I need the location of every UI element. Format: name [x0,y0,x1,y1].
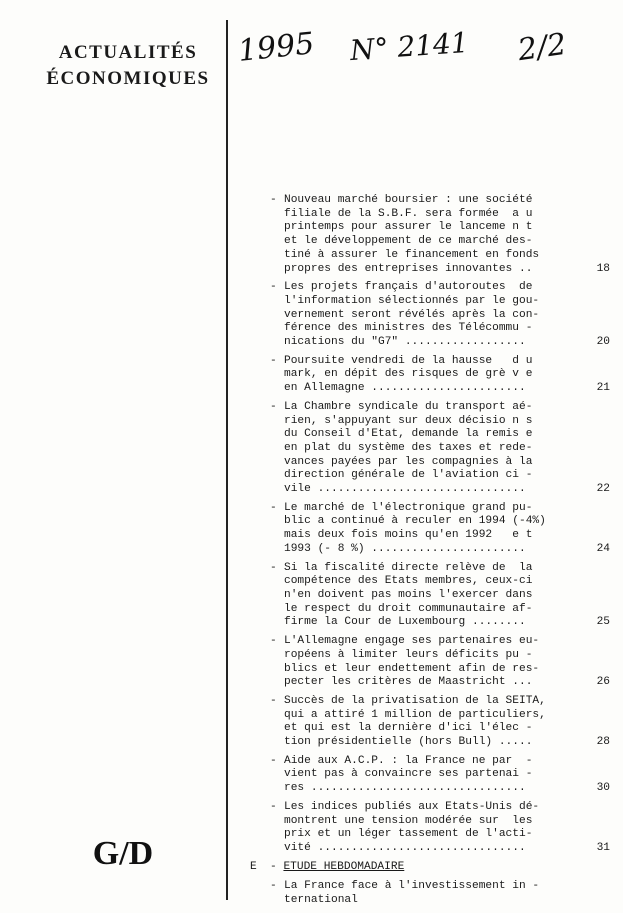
entry-line: 1993 (- 8 %) ....................... [284,542,526,555]
entry-dash: - [270,880,277,893]
vertical-rule [226,20,228,900]
entry-line: nications du "G7" .................. [284,336,526,349]
masthead [38,40,218,92]
entry-page-number: 25 [596,616,610,629]
entry-line: compétence des Etats membres, ceux-ci [284,575,533,588]
toc-entry [270,502,610,557]
entry-line: le respect du droit communautaire af- [284,602,533,615]
entry-line: Les indices publiés aux Etats-Unis dé- [284,800,540,813]
entry-dash: - [270,694,277,707]
entry-line: vité ............................... [284,841,526,854]
toc-entry [270,801,610,856]
entry-page-number: 30 [596,782,610,795]
entry-page-number: 24 [596,542,610,555]
entry-line: montrent une tension modérée sur les [284,814,533,827]
entry-line: res ................................ [284,782,526,795]
toc-entry [270,695,610,750]
entry-line: en plat du système des taxes et rede- [284,441,533,454]
entry-dash: - [270,281,277,294]
handwritten-issue-number: N° 2141 [348,25,470,68]
entry-dash: - [270,501,277,514]
entry-line: filiale de la S.B.F. sera formée a u [284,207,533,220]
entry-line: Si la fiscalité directe relève de la [284,561,533,574]
entry-dash: - [270,754,277,767]
entry-line: en Allemagne ....................... [284,382,526,395]
entry-line: pecter les critères de Maastricht ... [284,676,533,689]
entry-line: tion présidentielle (hors Bull) ..... [284,736,533,749]
toc-entry [270,355,610,396]
entry-line: vient pas à convaincre ses partenai - [284,768,533,781]
entry-line: mark, en dépit des risques de grè v e [284,368,533,381]
toc-entry [270,281,610,350]
entry-line: n'en doivent pas moins l'exercer dans [284,588,533,601]
toc-entry-last [270,880,610,907]
entry-line: vances payées par les compagnies à la [284,455,533,468]
entry-line: Le marché de l'électronique grand pu- [284,501,533,514]
entry-line: L'Allemagne engage ses partenaires eu- [284,635,540,648]
entry-dash: - [270,194,277,206]
entry-line: Succès de la privatisation de la SEITA, [284,694,546,707]
gd-logo [74,830,172,874]
entry-line: ternational [284,894,358,907]
entry-line: propres des entreprises innovantes .. [284,262,533,275]
section-heading: ETUDE HEBDOMADAIRE [283,860,405,873]
entry-line: rien, s'appuyant sur deux décisio n s [284,414,533,427]
entry-line: ropéens à limiter leurs déficits pu - [284,648,533,661]
entry-dash: - [270,635,277,648]
entry-line: du Conseil d'Etat, demande la remis e [284,428,533,441]
entry-line: Aide aux A.C.P. : la France ne par - [284,754,533,767]
entry-line: l'information sélectionnés par le gou- [284,294,540,307]
entry-line: prix et un léger tassement de l'acti- [284,828,533,841]
entry-line: férence des ministres des Télécommu - [284,322,533,335]
entry-line: Les projets français d'autoroutes de [284,281,533,294]
entry-line: La Chambre syndicale du transport aé- [284,400,533,413]
toc-entry [270,755,610,796]
entry-line: printemps pour assurer le lanceme n t [284,221,533,234]
masthead-line-2: ÉCONOMIQUES [46,68,210,89]
handwritten-year: 1995 [236,26,316,69]
entry-line: vernement seront révélés après la con- [284,308,540,321]
entry-line: mais deux fois moins qu'en 1992 e t [284,529,533,542]
entry-page-number: 22 [596,483,610,496]
entry-page-number: 26 [596,676,610,689]
section-dash: - [270,860,277,873]
entry-line: Nouveau marché boursier : une société [284,194,533,206]
entry-line: blics et leur endettement afin de res- [284,662,540,675]
masthead-line-1: ACTUALITÉS [58,42,198,63]
toc-entry [270,194,610,276]
entry-line: La France face à l'investissement in - [284,880,540,893]
handwritten-part: 2/2 [515,26,569,69]
entry-page-number: 18 [596,262,610,275]
entry-dash: - [270,800,277,813]
entry-line: qui a attiré 1 million de particuliers, [284,708,546,721]
entry-page-number: 20 [596,336,610,349]
entry-page-number: 28 [596,736,610,749]
toc-entry [270,635,610,690]
toc-entries [270,194,610,856]
entry-line: blic a continué à reculer en 1994 (-4%) [284,515,546,528]
section-header [250,861,610,875]
entry-line: Poursuite vendredi de la hausse d u [284,354,533,367]
entry-dash: - [270,561,277,574]
section-letter: E [250,860,257,873]
logo-text: G/D [92,835,154,872]
entry-page-number: 31 [596,841,610,854]
table-of-contents [250,194,610,913]
entry-line: et le développement de ce marché des- [284,235,533,248]
entry-line: direction générale de l'aviation ci - [284,469,533,482]
entry-line: et qui est la dernière d'ici l'élec - [284,722,533,735]
entry-line: vile ............................... [284,483,526,496]
entry-dash: - [270,354,277,367]
entry-line: tiné à assurer le financement en fonds [284,248,540,261]
entry-page-number: 21 [596,382,610,395]
entry-line: firme la Cour de Luxembourg ........ [284,616,526,629]
entry-dash: - [270,400,277,413]
toc-entry [270,401,610,497]
toc-entry [270,562,610,631]
